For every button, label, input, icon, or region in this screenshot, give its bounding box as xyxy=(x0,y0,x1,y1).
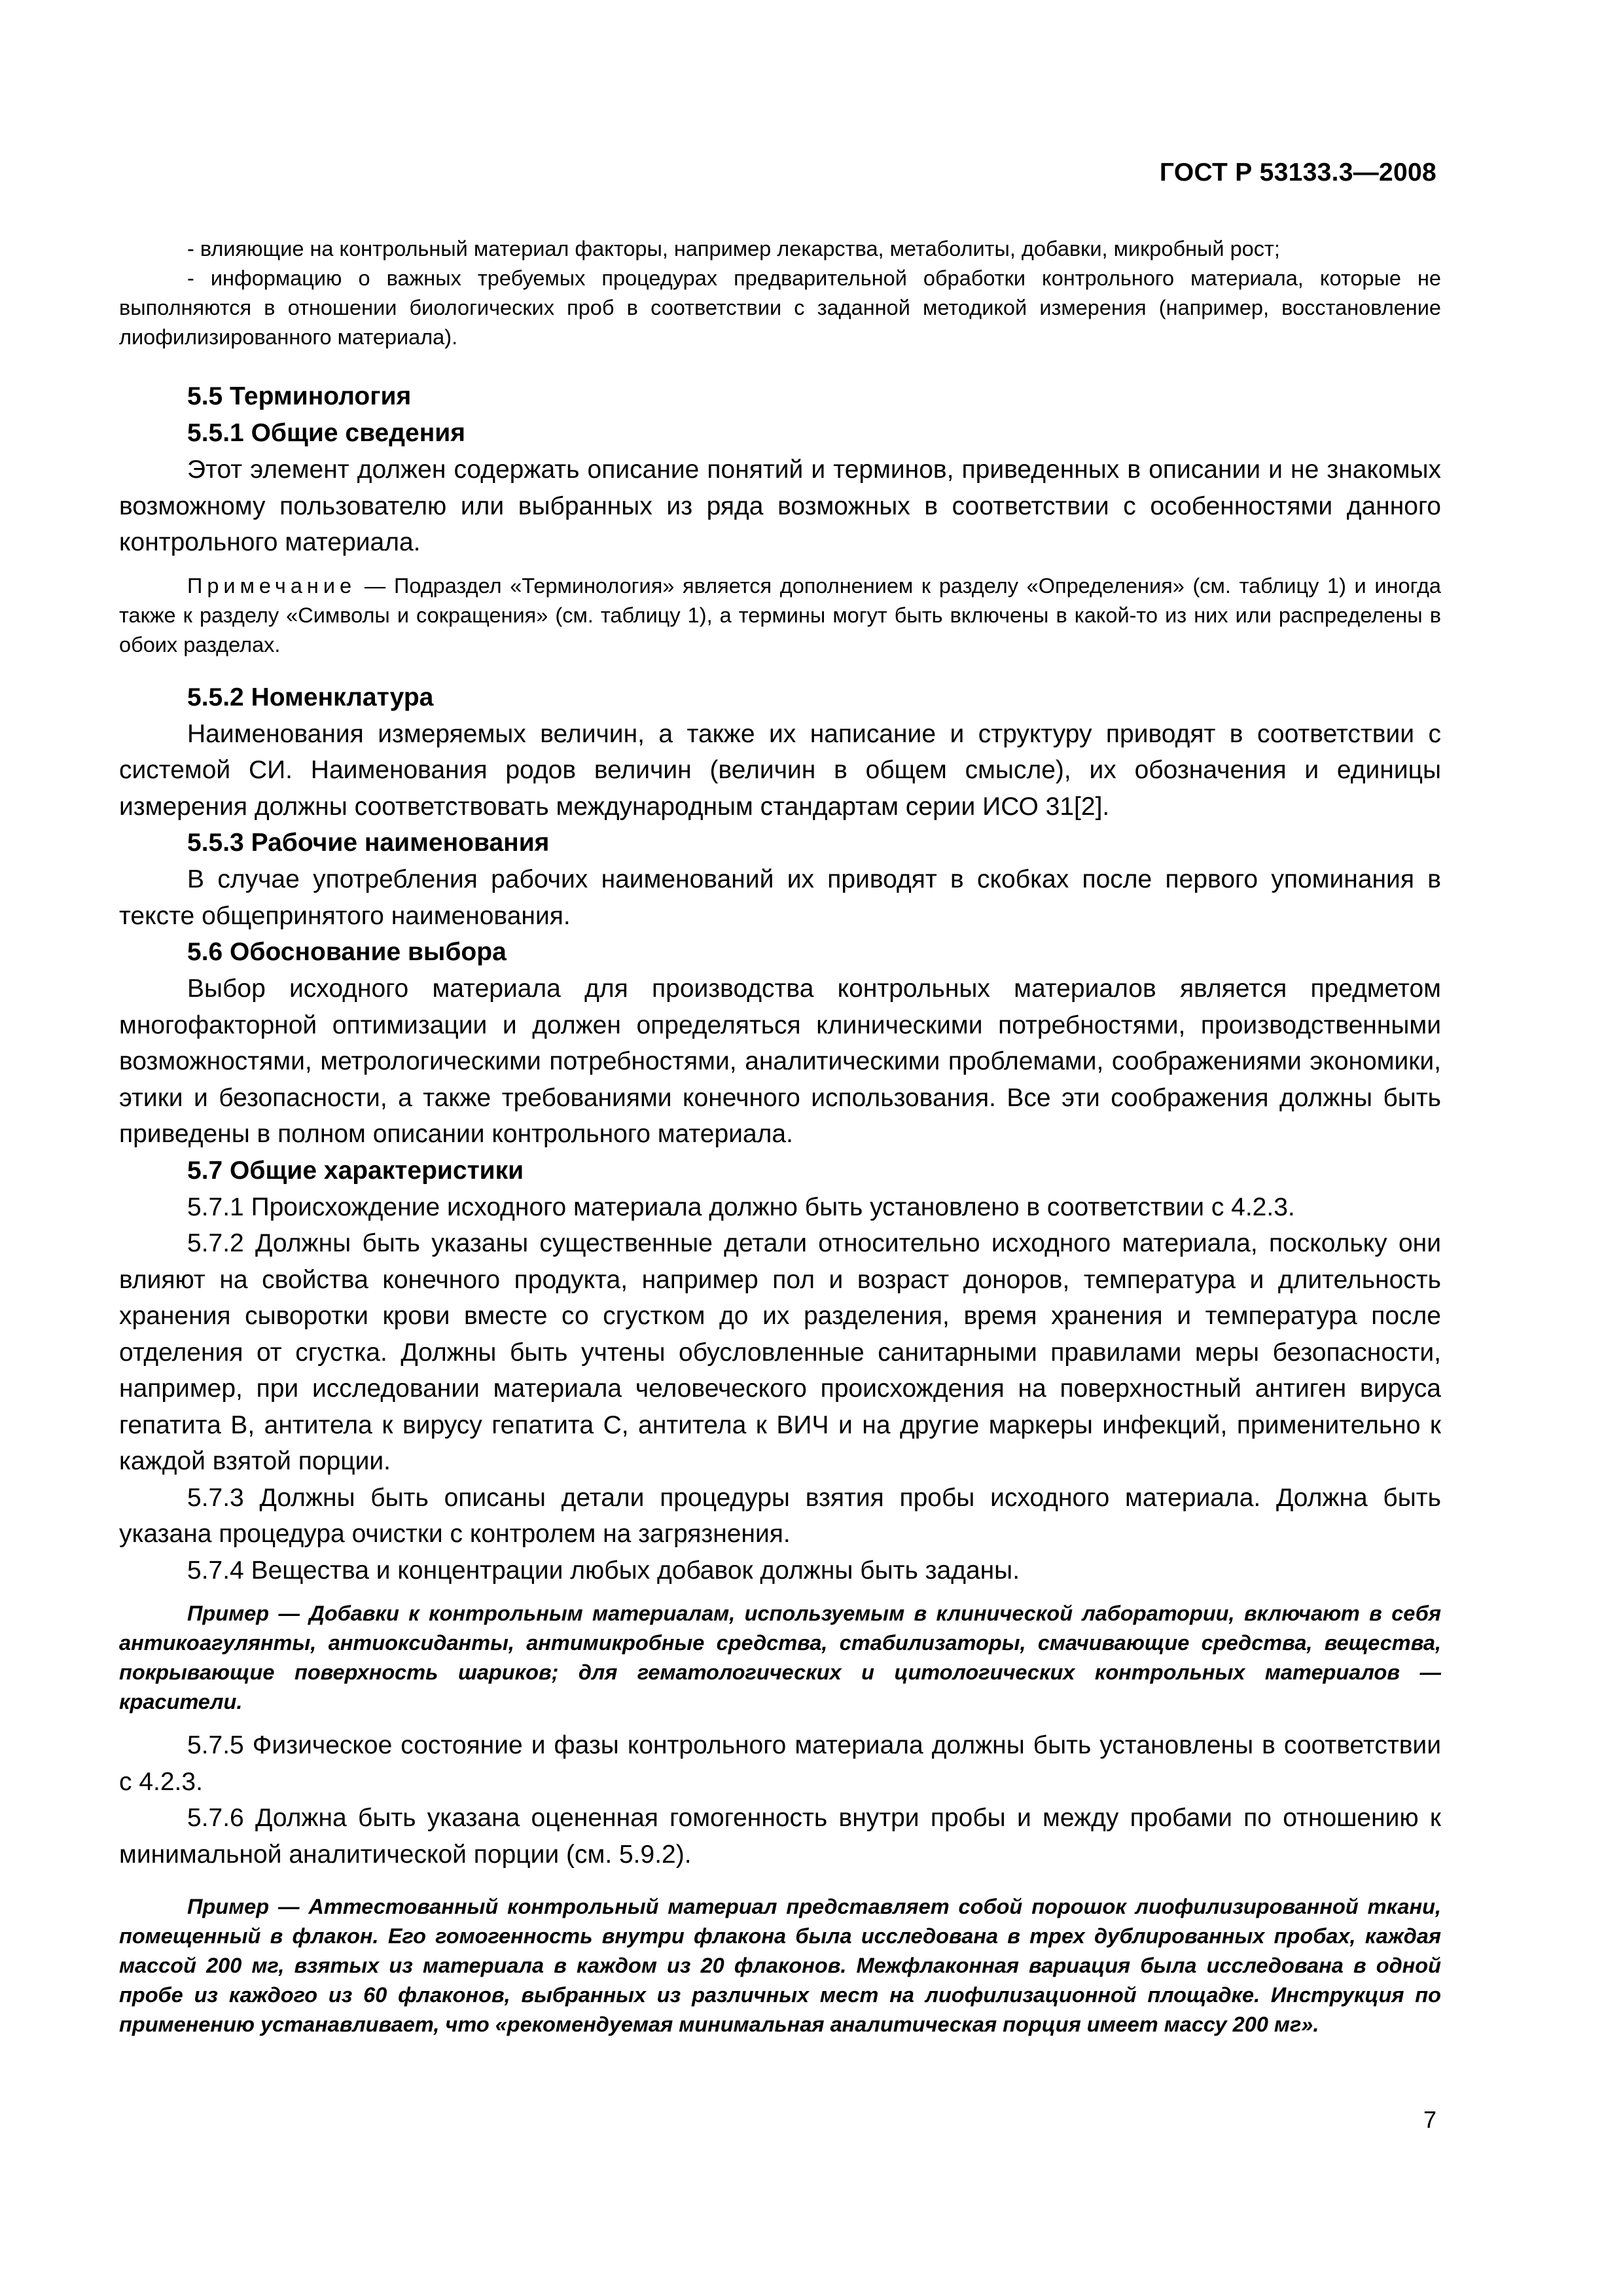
paragraph-5-7-6: 5.7.6 Должна быть указана оцененная гомогенность внутри пробы и между пробами по отношению к минимальной аналитической порции (см. 5.9.2). xyxy=(119,1804,1441,1869)
paragraph-5-7-5: 5.7.5 Физическое состояние и фазы контрольного материала должны быть установлены в соответствии с 4.2.3. xyxy=(119,1731,1441,1796)
paragraph: Этот элемент должен содержать описание понятий и терминов, приведенных в описании и не знакомых возможному пользователю или выбранных из ряда возможных в соответствии с особенностями данного контрольного материала. xyxy=(119,456,1441,556)
document-body xyxy=(119,234,1441,2039)
section-heading-5-5-3: 5.5.3 Рабочие наименования xyxy=(187,829,550,857)
section-heading-5-5-2: 5.5.2 Номенклатура xyxy=(187,683,434,711)
page-number: 7 xyxy=(1423,2106,1436,2133)
list-item: - влияющие на контрольный материал факторы, например лекарства, метаболиты, добавки, микробный рост; xyxy=(187,237,1280,260)
list-item: - информацию о важных требуемых процедурах предварительной обработки контрольного материала, которые не выполняются в отношении биологических проб в соответствии с заданной методикой измерения (например, восстановление лиофилизированного материала). xyxy=(119,266,1441,349)
note-label: Примечание xyxy=(187,573,357,598)
section-heading-5-5-1: 5.5.1 Общие сведения xyxy=(187,419,465,447)
note-text: — Подраздел «Терминология» является дополнением к разделу «Определения» (см. таблицу 1) и иногда также к разделу «Символы и сокращения» (см. таблицу 1), а термины могут быть включены в какой-то из них или распределены в обоих разделах. xyxy=(119,573,1441,656)
example-paragraph: Пример — Аттестованный контрольный материал представляет собой порошок лиофилизированной ткани, помещенный в флакон. Его гомогенность внутри флакона была исследована в трех дублированных пробах, каждая массой 200 мг, взятых из материала в каждом из 20 флаконов. Межфлаконная вариация была исследована в одной пробе из каждого из 60 флаконов, выбранных из различных мест на лиофилизационной площадке. Инструкция по применению устанавливает, что «рекомендуемая минимальная аналитическая порция имеет массу 200 мг». xyxy=(119,1895,1441,2036)
paragraph-5-7-4: 5.7.4 Вещества и концентрации любых добавок должны быть заданы. xyxy=(187,1556,1020,1585)
paragraph-5-7-1: 5.7.1 Происхождение исходного материала должно быть установлено в соответствии с 4.2.3. xyxy=(187,1193,1295,1221)
note-paragraph xyxy=(119,571,1441,660)
document-header: ГОСТ Р 53133.3—2008 xyxy=(1159,158,1436,187)
section-heading-5-6: 5.6 Обоснование выбора xyxy=(187,938,507,966)
paragraph: В случае употребления рабочих наименований их приводят в скобках после первого упоминания в тексте общепринятого наименования. xyxy=(119,865,1441,930)
paragraph: Наименования измеряемых величин, а также их написание и структуру приводят в соответствии с системой СИ. Наименования родов величин (величин в общем смысле), их обозначения и единицы измерения должны соответствовать международным стандартам серии ИСО 31[2]. xyxy=(119,719,1441,821)
paragraph-5-7-3: 5.7.3 Должны быть описаны детали процедуры взятия пробы исходного материала. Должна быть указана процедура очистки с контролем на загрязнения. xyxy=(119,1483,1441,1548)
section-heading-5-7: 5.7 Общие характеристики xyxy=(187,1156,524,1185)
example-paragraph: Пример — Добавки к контрольным материалам, используемым в клинической лаборатории, включают в себя антикоагулянты, антиоксиданты, антимикробные средства, стабилизаторы, смачивающие средства, вещества, покрывающие поверхность шариков; для гематологических и цитологических контрольных материалов — красители. xyxy=(119,1602,1441,1713)
section-heading-5-5: 5.5 Терминология xyxy=(187,382,412,410)
paragraph: Выбор исходного материала для производства контрольных материалов является предметом многофакторной оптимизации и должен определяться клиническими потребностями, производственными возможностями, метрологическими потребностями, аналитическими проблемами, соображениями экономики, этики и безопасности, а также требованиями конечного использования. Все эти соображения должны быть приведены в полном описании контрольного материала. xyxy=(119,975,1441,1148)
paragraph-5-7-2: 5.7.2 Должны быть указаны существенные детали относительно исходного материала, поскольку они влияют на свойства конечного продукта, например пол и возраст доноров, температура и длительность хранения сыворотки крови вместе со сгустком до их разделения, время хранения и температура после отделения от сгустка. Должны быть учтены обусловленные санитарными правилами меры безопасности, например, при исследовании материала человеческого происхождения на поверхностный антиген вируса гепатита В, антитела к вирусу гепатита С, антитела к ВИЧ и на другие маркеры инфекций, применительно к каждой взятой порции. xyxy=(119,1229,1441,1475)
